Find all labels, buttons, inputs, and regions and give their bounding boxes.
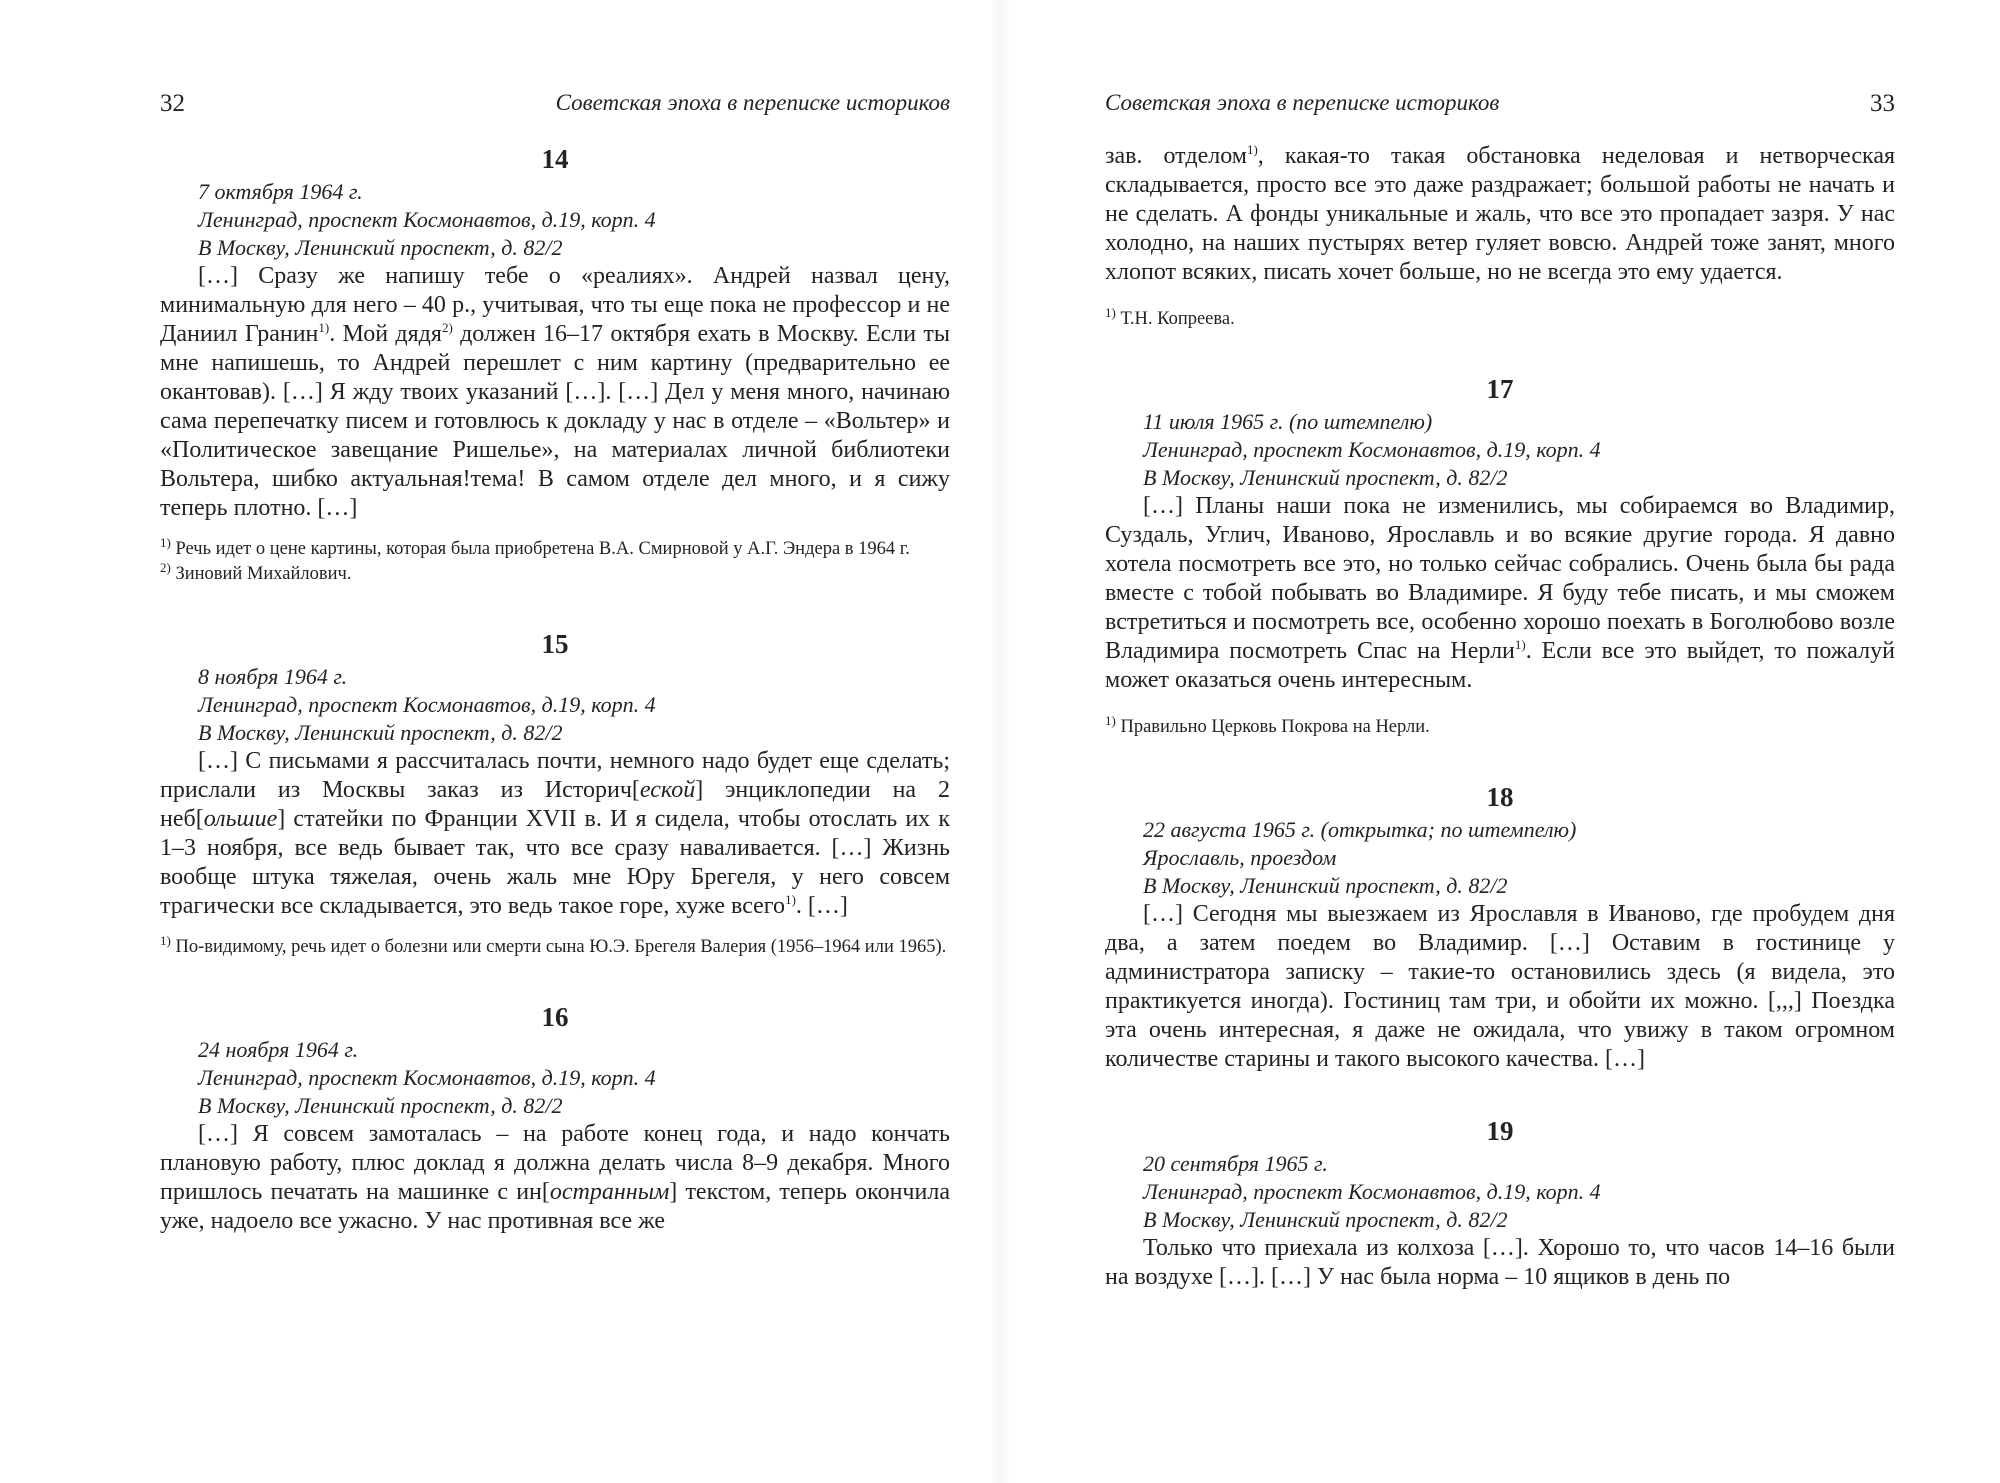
letter-16 — [160, 1000, 950, 1236]
letter-text: […] Сразу же напишу тебе о «реалиях». Андрей назвал цену, минимальную для него – 40 р., учитывая, что ты еще пока не профессор и не Даниил Гранин$^{1)}$. Мой дядя$^{2)}$ должен 16–17 октября ехать в Москву. Если ты мне напишешь, то Андрей перешлет с ним картину (предварительно ее окантовав). […] Я жду твоих указаний […]. […] Дел у меня много, начинаю сама перепечатку писем и готовлюсь к докладу у нас в отделе – «Вольтер» и «Политическое завещание Ришелье», на материалах личной библиотеки Вольтера, шибко актуальная!тема! В самом отделе дел много, и я сижу теперь плотно. […] — [160, 263, 950, 521]
footnotes — [160, 534, 950, 587]
letter-19 — [1105, 1114, 1895, 1292]
letter-date: 24 ноября 1964 г. — [198, 1037, 359, 1062]
footnote: $^{1)}$ Правильно Церковь Покрова на Нерли. — [1105, 712, 1430, 737]
footnote-ref: 2) — [441, 320, 453, 335]
letter-17 — [1105, 372, 1895, 740]
letter-to: В Москву, Ленинский проспект, д. 82/2 — [1143, 1207, 1508, 1232]
letter-from: Ленинград, проспект Космонавтов, д.19, корп. 4 — [198, 1065, 656, 1090]
footnote-ref: 1) — [1246, 142, 1258, 157]
letter-to: В Москву, Ленинский проспект, д. 82/2 — [198, 1093, 563, 1118]
letter-text: […] Планы наши пока не изменились, мы собираемся во Владимир, Суздаль, Углич, Иваново, Ярославль и во всякие другие города. Я давно хотела посмотреть все это, но только сейчас собрались. Очень была бы рада вместе с тобой побывать во Владимире. Я буду тебе писать, и мы сможем встретиться и посмотреть все, особенно хорошо поехать в Боголюбово возле Владимира посмотреть Спас на Нерли$^{1)}$. Если все это выйдет, то пожалуй может оказаться очень интересным. — [1105, 493, 1895, 693]
letter-14 — [160, 142, 950, 587]
footnote-ref: 1) — [785, 892, 796, 907]
letter-text: […] Я совсем замоталась – на работе конец года, и надо кончать плановую работу, плюс доклад я должна делать числа 8–9 декабря. Много пришлось печатать на машинке с ин[остранным] текстом, теперь окончила уже, надоело все ужасно. У нас противная все же — [160, 1121, 950, 1234]
letter-date: 20 сентября 1965 г. — [1143, 1151, 1328, 1176]
right-page — [1000, 0, 2000, 1483]
right-column — [1105, 142, 1895, 1292]
letter-number: 16 — [541, 1002, 569, 1032]
page-number: 32 — [160, 90, 185, 117]
page-number: 33 — [1870, 90, 1895, 117]
footnotes — [1105, 304, 1895, 332]
letter-text: […] Сегодня мы выезжаем из Ярославля в Иваново, где пробудем дня два, а затем поедем во Владимир. […] Оставим в гостинице у администратора записку – такие-то остановились здесь (я видела, это практикуется иногда). Гостиниц там три, и обойти их можно. [,,,] Поездка эта очень интересная, я даже не ожидала, что увижу в таком огромном количестве старины и такого высокого качества. […] — [1105, 901, 1895, 1072]
letter-date: 11 июля 1965 г. (по штемпелю) — [1143, 409, 1433, 434]
letter-date: 8 ноября 1964 г. — [198, 664, 348, 689]
footnote: $^{2)}$ Зиновий Михайлович. — [160, 559, 352, 584]
running-title: Советская эпоха в переписке историков — [555, 90, 950, 115]
footnote: $^{1)}$ Речь идет о цене картины, которая была приобретена В.А. Смирновой у А.Г. Эндера в 1964 г. — [160, 534, 910, 559]
right-page-header — [1105, 90, 1895, 126]
letter-text: зав. отделом$^{1)}$, какая-то такая обстановка неделовая и нетворческая складывается, просто все это даже раздражает; большой работы не начать и не сделать. А фонды уникальные и жаль, что все это пропадает зазря. У нас холодно, на наших пустырях ветер гуляет вовсю. Андрей тоже занят, много хлопот всяких, писать хочет больше, но не всегда это ему удается. — [1105, 142, 1896, 285]
footnote-ref: 1) — [318, 320, 330, 335]
letter-to: В Москву, Ленинский проспект, д. 82/2 — [1143, 873, 1508, 898]
letter-date: 22 августа 1965 г. (открытка; по штемпелю) — [1143, 817, 1577, 842]
letter-from: Ленинград, проспект Космонавтов, д.19, корп. 4 — [1143, 1179, 1601, 1204]
footnote: $^{1)}$ Т.Н. Копреева. — [1105, 304, 1235, 329]
letter-date: 7 октября 1964 г. — [198, 179, 363, 204]
letter-18 — [1105, 780, 1895, 1074]
letter-text: Только что приехала из колхоза […]. Хорошо то, что часов 14–16 были на воздухе […]. […] У нас была норма – 10 ящиков в день по — [1105, 1235, 1895, 1290]
letter-from: Ленинград, проспект Космонавтов, д.19, корп. 4 — [198, 207, 656, 232]
letter-number: 17 — [1486, 374, 1514, 404]
letter-to: В Москву, Ленинский проспект, д. 82/2 — [1143, 465, 1508, 490]
letter-number: 14 — [541, 144, 569, 174]
left-page-header — [160, 90, 950, 126]
letter-to: В Москву, Ленинский проспект, д. 82/2 — [198, 720, 563, 745]
letter-text: […] С письмами я рассчиталась почти, немного надо будет еще сделать; прислали из Москвы заказ из Историч[еской] энциклопедии на 2 неб[ольшие] статейки по Франции XVII в. И я сидела, чтобы отослать их к 1–3 ноября, все ведь бывает так, что все сразу наваливается. […] Жизнь вообще штука тяжелая, очень жаль мне Юру Брегеля, у него совсем трагически все складывается, это ведь такое горе, хуже всего$^{1)}$. […] — [160, 748, 950, 919]
letter-number: 19 — [1486, 1116, 1514, 1146]
letter-from: Ярославль, проездом — [1143, 845, 1337, 870]
letter-from: Ленинград, проспект Космонавтов, д.19, корп. 4 — [198, 692, 656, 717]
footnote: $^{1)}$ По-видимому, речь идет о болезни или смерти сына Ю.Э. Брегеля Валерия (1956–1964 или 1965). — [160, 932, 947, 957]
letter-to: В Москву, Ленинский проспект, д. 82/2 — [198, 235, 563, 260]
left-column — [160, 142, 950, 1236]
letter-number: 18 — [1486, 782, 1514, 812]
footnote-ref: 1) — [1514, 637, 1526, 652]
running-title: Советская эпоха в переписке историков — [1105, 90, 1500, 115]
letter-number: 15 — [541, 629, 569, 659]
footnotes — [1105, 712, 1895, 740]
letter-from: Ленинград, проспект Космонавтов, д.19, корп. 4 — [1143, 437, 1601, 462]
letter-15 — [160, 627, 950, 960]
letter-16-continued — [1105, 142, 1895, 332]
footnotes — [160, 932, 950, 960]
